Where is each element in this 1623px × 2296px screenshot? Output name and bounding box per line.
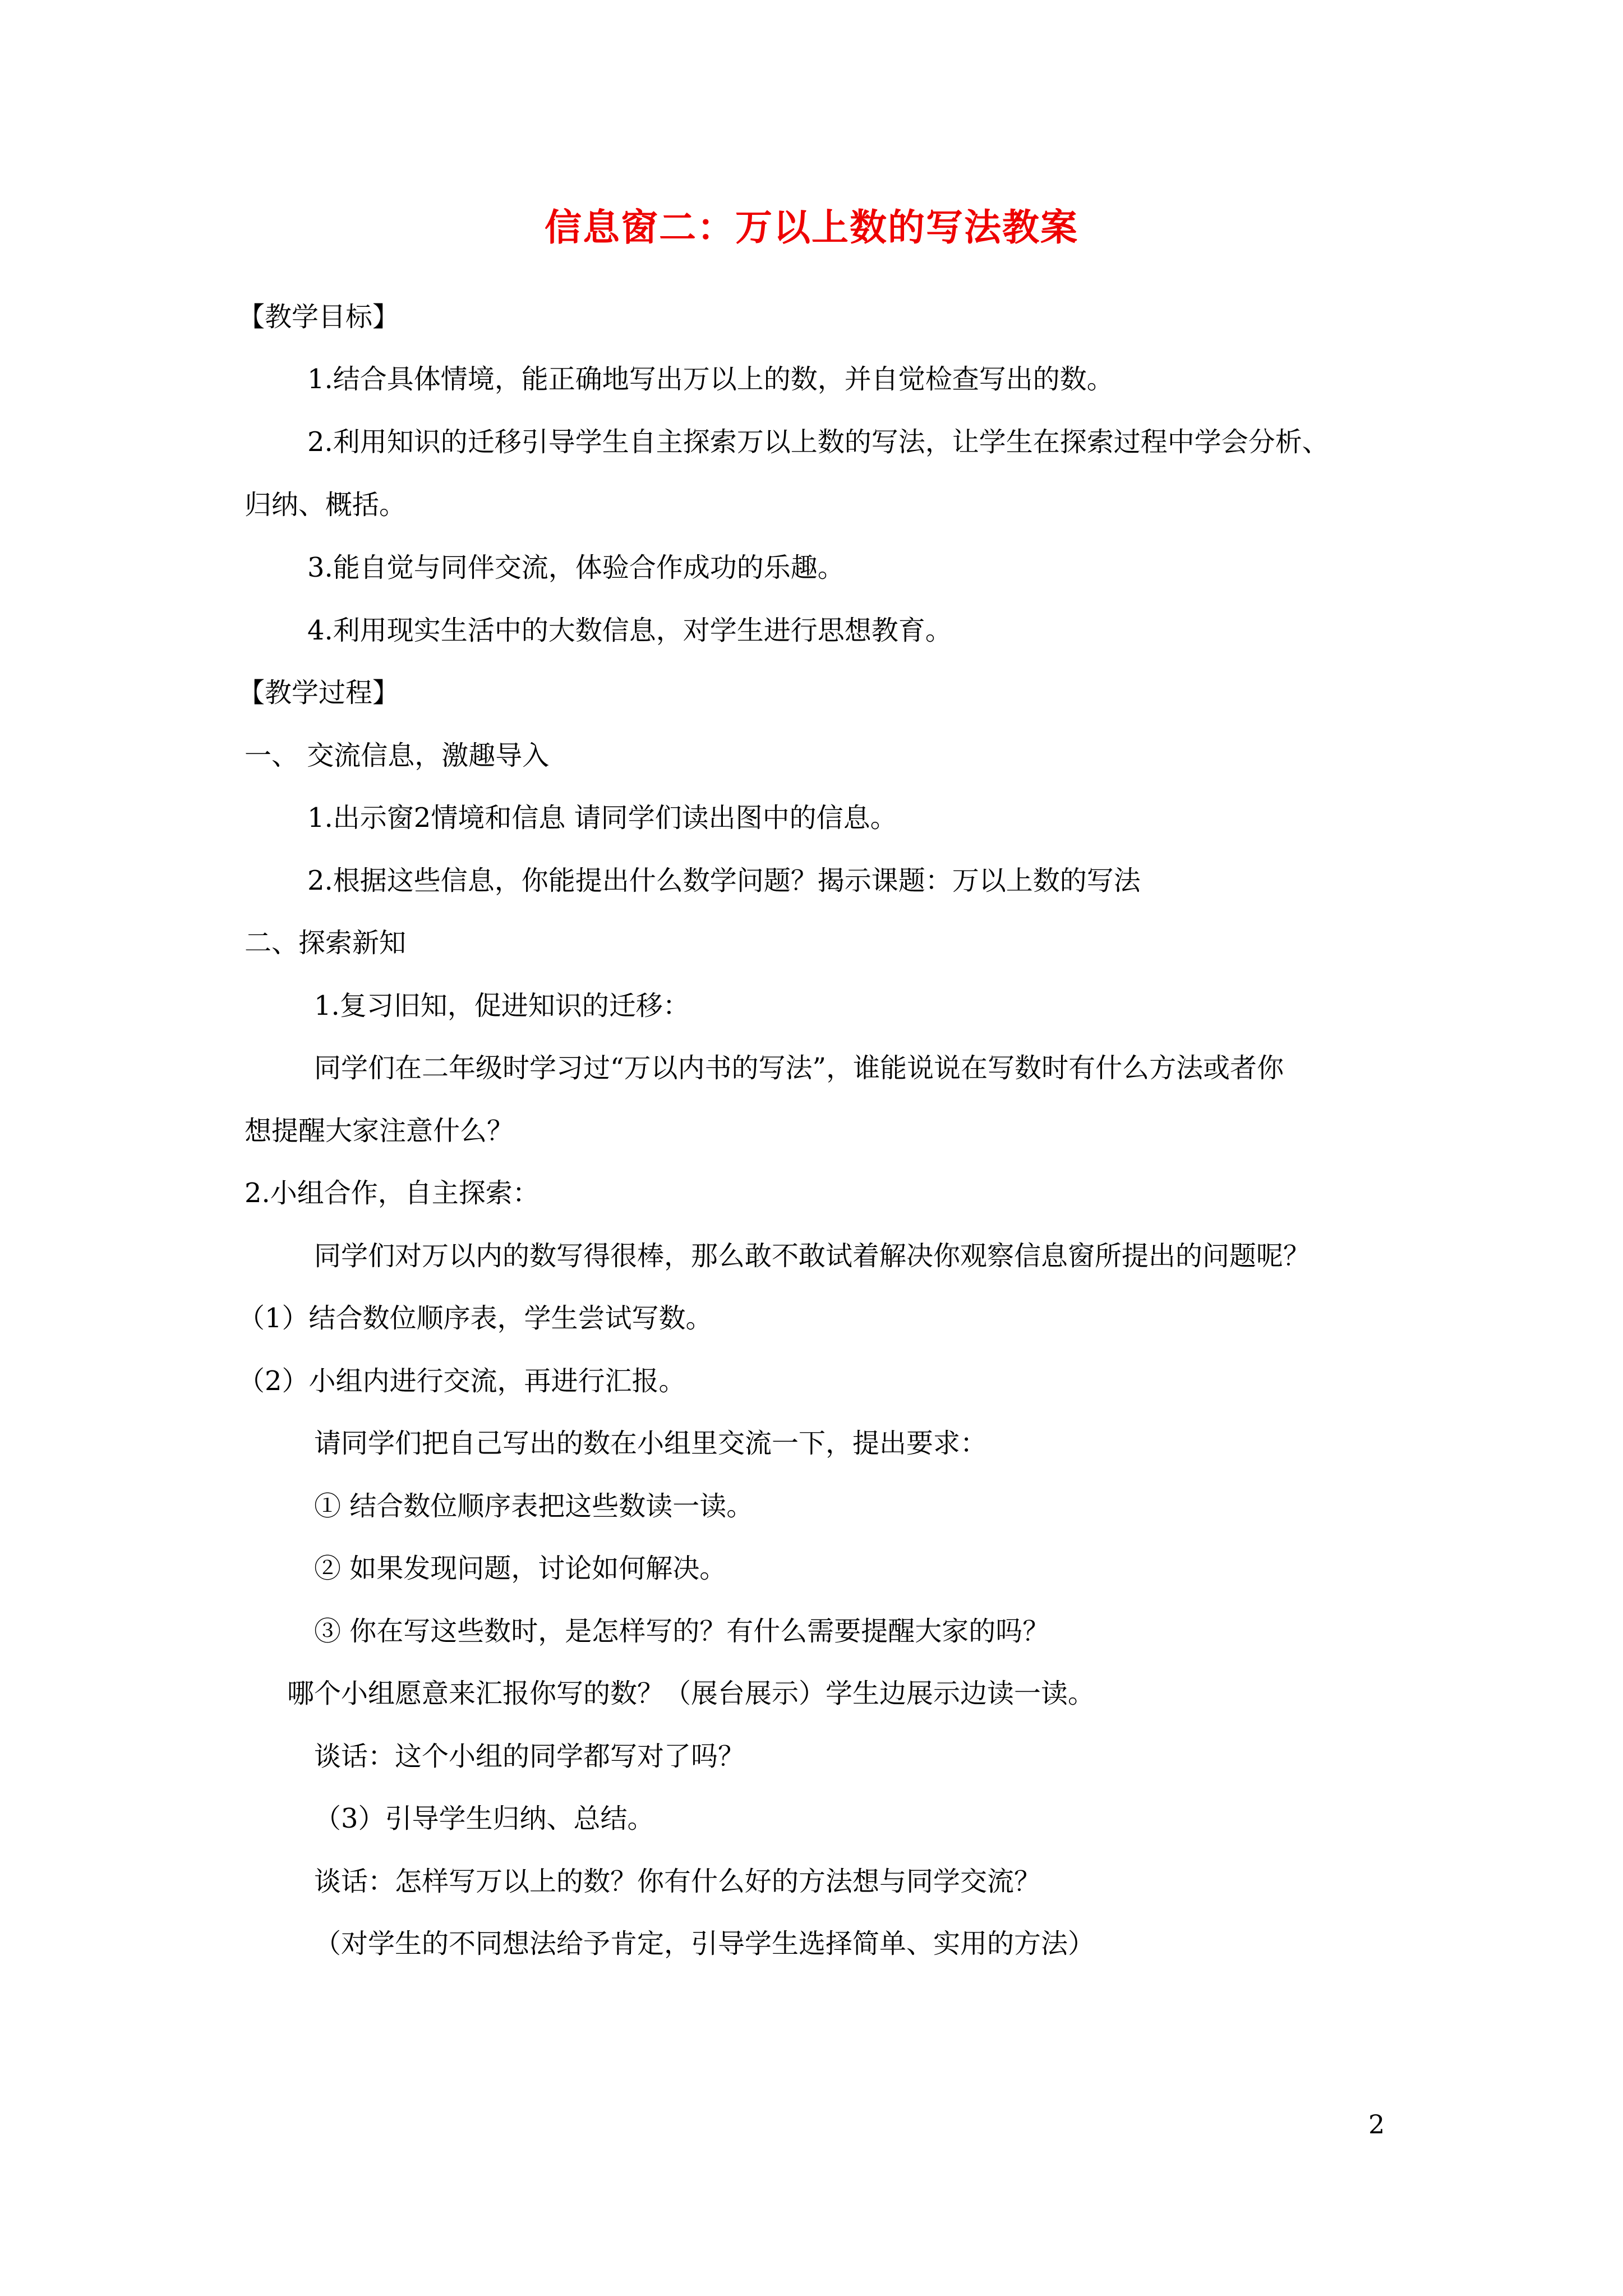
- paragraph-line: 2.小组合作，自主探索：: [245, 1177, 540, 1209]
- paragraph-line: 谈话：这个小组的同学都写对了吗？: [314, 1741, 745, 1772]
- paragraph-line: 1.结合具体情境，能正确地写出万以上的数，并自觉检查写出的数。: [307, 364, 1114, 395]
- paragraph-line: （1）结合数位顺序表，学生尝试写数。: [238, 1303, 713, 1334]
- subsection-heading: 一、 交流信息，激趣导入: [245, 740, 550, 771]
- paragraph-line: 请同学们把自己写出的数在小组里交流一下，提出要求：: [314, 1428, 988, 1459]
- paragraph-line: （2）小组内进行交流，再进行汇报。: [238, 1365, 686, 1397]
- paragraph-line: ① 结合数位顺序表把这些数读一读。: [314, 1490, 754, 1522]
- paragraph-line: （3）引导学生归纳、总结。: [314, 1803, 654, 1834]
- paragraph-line: 1.出示窗2情境和信息 请同学们读出图中的信息。: [307, 802, 897, 834]
- paragraph-line: 想提醒大家注意什么？: [245, 1115, 514, 1147]
- page-number: 2: [1368, 2109, 1385, 2139]
- paragraph-line: 谈话：怎样写万以上的数？你有什么好的方法想与同学交流？: [314, 1866, 1041, 1897]
- document-title: 信息窗二：万以上数的写法教案: [545, 205, 1078, 249]
- paragraph-line: 2.利用知识的迁移引导学生自主探索万以上数的写法，让学生在探索过程中学会分析、: [307, 426, 1329, 458]
- paragraph-line: ③ 你在写这些数时，是怎样写的？有什么需要提醒大家的吗？: [314, 1616, 1050, 1647]
- paragraph-line: 同学们在二年级时学习过“万以内书的写法”，谁能说说在写数时有什么方法或者你: [314, 1052, 1284, 1084]
- paragraph-line: 4.利用现实生活中的大数信息，对学生进行思想教育。: [307, 615, 952, 646]
- paragraph-line: 哪个小组愿意来汇报你写的数？（展台展示）学生边展示边读一读。: [287, 1678, 1095, 1709]
- paragraph-line: （对学生的不同想法给予肯定，引导学生选择简单、实用的方法）: [314, 1928, 1095, 1959]
- paragraph-line: ② 如果发现问题，讨论如何解决。: [314, 1553, 727, 1584]
- paragraph-line: 同学们对万以内的数写得很棒，那么敢不敢试着解决你观察信息窗所提出的问题呢？: [314, 1240, 1311, 1272]
- paragraph-line: 归纳、概括。: [245, 489, 407, 521]
- section-heading-objectives: 【教学目标】: [238, 301, 400, 333]
- paragraph-line: 1.复习旧知，促进知识的迁移：: [314, 990, 690, 1022]
- subsection-heading: 二、探索新知: [245, 927, 407, 959]
- paragraph-line: 3.能自觉与同伴交流，体验合作成功的乐趣。: [307, 552, 845, 583]
- section-heading-process: 【教学过程】: [238, 677, 400, 708]
- paragraph-line: 2.根据这些信息，你能提出什么数学问题？揭示课题：万以上数的写法: [307, 865, 1141, 896]
